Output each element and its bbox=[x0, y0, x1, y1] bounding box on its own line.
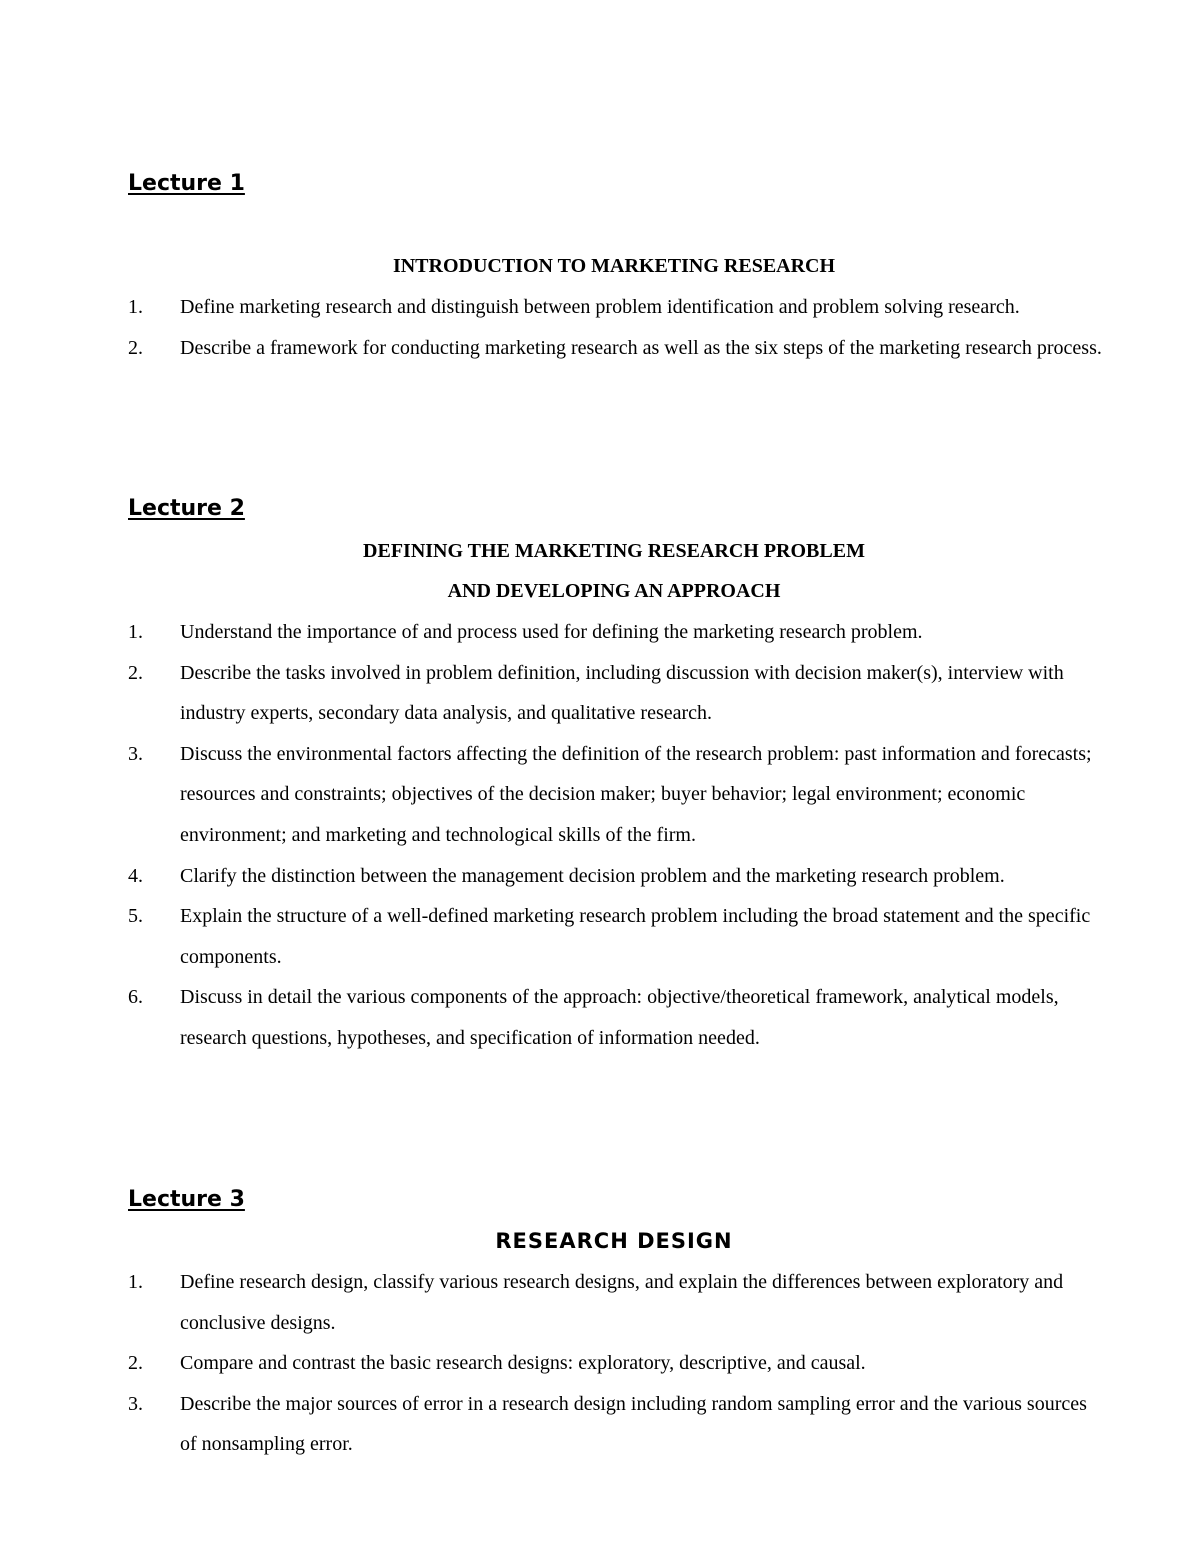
lecture-2-title-line-1: DEFINING THE MARKETING RESEARCH PROBLEM bbox=[363, 540, 865, 562]
item-text: Discuss the environmental factors affecting the definition of the research problem: past information and forecasts; resources and constraints; objectives of the decision maker; buyer behavior; legal environment; economic environment; and marketing and technological skills of the firm. bbox=[180, 742, 1092, 846]
item-text: Discuss in detail the various components of the approach: objective/theoretical framework, analytical models, research questions, hypotheses, and specification of information needed. bbox=[180, 986, 1059, 1049]
list-item bbox=[128, 612, 1108, 653]
lecture-2-title-line-2: AND DEVELOPING AN APPROACH bbox=[447, 580, 781, 602]
list-item bbox=[128, 328, 1108, 369]
item-text: Clarify the distinction between the management decision problem and the marketing research problem. bbox=[180, 864, 1005, 887]
item-number: 5. bbox=[128, 905, 143, 928]
lecture-2-heading: Lecture 2 bbox=[128, 496, 245, 521]
item-number: 6. bbox=[128, 986, 143, 1009]
lecture-1-heading: Lecture 1 bbox=[128, 171, 245, 196]
list-item bbox=[128, 1343, 1108, 1384]
item-number: 3. bbox=[128, 1392, 143, 1415]
item-text: Understand the importance of and process used for defining the marketing research problem. bbox=[180, 621, 923, 643]
lecture-3-title: RESEARCH DESIGN bbox=[495, 1229, 733, 1253]
item-number: 2. bbox=[128, 336, 143, 359]
list-item bbox=[128, 653, 1108, 734]
item-text: Compare and contrast the basic research designs: exploratory, descriptive, and causal. bbox=[180, 1352, 866, 1375]
item-text: Describe the tasks involved in problem definition, including discussion with decision maker(s), interview with industry experts, secondary data analysis, and qualitative research. bbox=[180, 661, 1064, 725]
item-text: Define marketing research and distinguish between problem identification and problem solving research. bbox=[180, 296, 1020, 318]
item-number: 4. bbox=[128, 864, 143, 887]
item-text: Explain the structure of a well-defined marketing research problem including the broad statement and the specific components. bbox=[180, 905, 1091, 968]
lecture-1-title: INTRODUCTION TO MARKETING RESEARCH bbox=[392, 255, 836, 277]
lecture-1-objectives bbox=[128, 287, 1108, 368]
item-number: 3. bbox=[128, 742, 143, 765]
list-item bbox=[128, 896, 1108, 977]
list-item bbox=[128, 734, 1108, 856]
item-number: 2. bbox=[128, 1352, 143, 1375]
item-text: Define research design, classify various research designs, and explain the differences between exploratory and conclusive designs. bbox=[180, 1271, 1064, 1334]
item-text: Describe the major sources of error in a research design including random sampling error and the various sources of nonsampling error. bbox=[180, 1392, 1087, 1456]
item-number: 1. bbox=[128, 1271, 143, 1293]
lecture-3-heading: Lecture 3 bbox=[128, 1187, 245, 1212]
lecture-3-objectives bbox=[128, 1262, 1108, 1465]
item-number: 2. bbox=[128, 661, 143, 684]
list-item bbox=[128, 287, 1108, 328]
item-number: 1. bbox=[128, 621, 143, 643]
list-item bbox=[128, 977, 1108, 1058]
item-text: Describe a framework for conducting marketing research as well as the six steps of the marketing research process. bbox=[180, 336, 1102, 359]
list-item bbox=[128, 856, 1108, 897]
item-number: 1. bbox=[128, 296, 143, 318]
lecture-2-objectives bbox=[128, 612, 1108, 1059]
list-item bbox=[128, 1384, 1108, 1465]
list-item bbox=[128, 1262, 1108, 1343]
